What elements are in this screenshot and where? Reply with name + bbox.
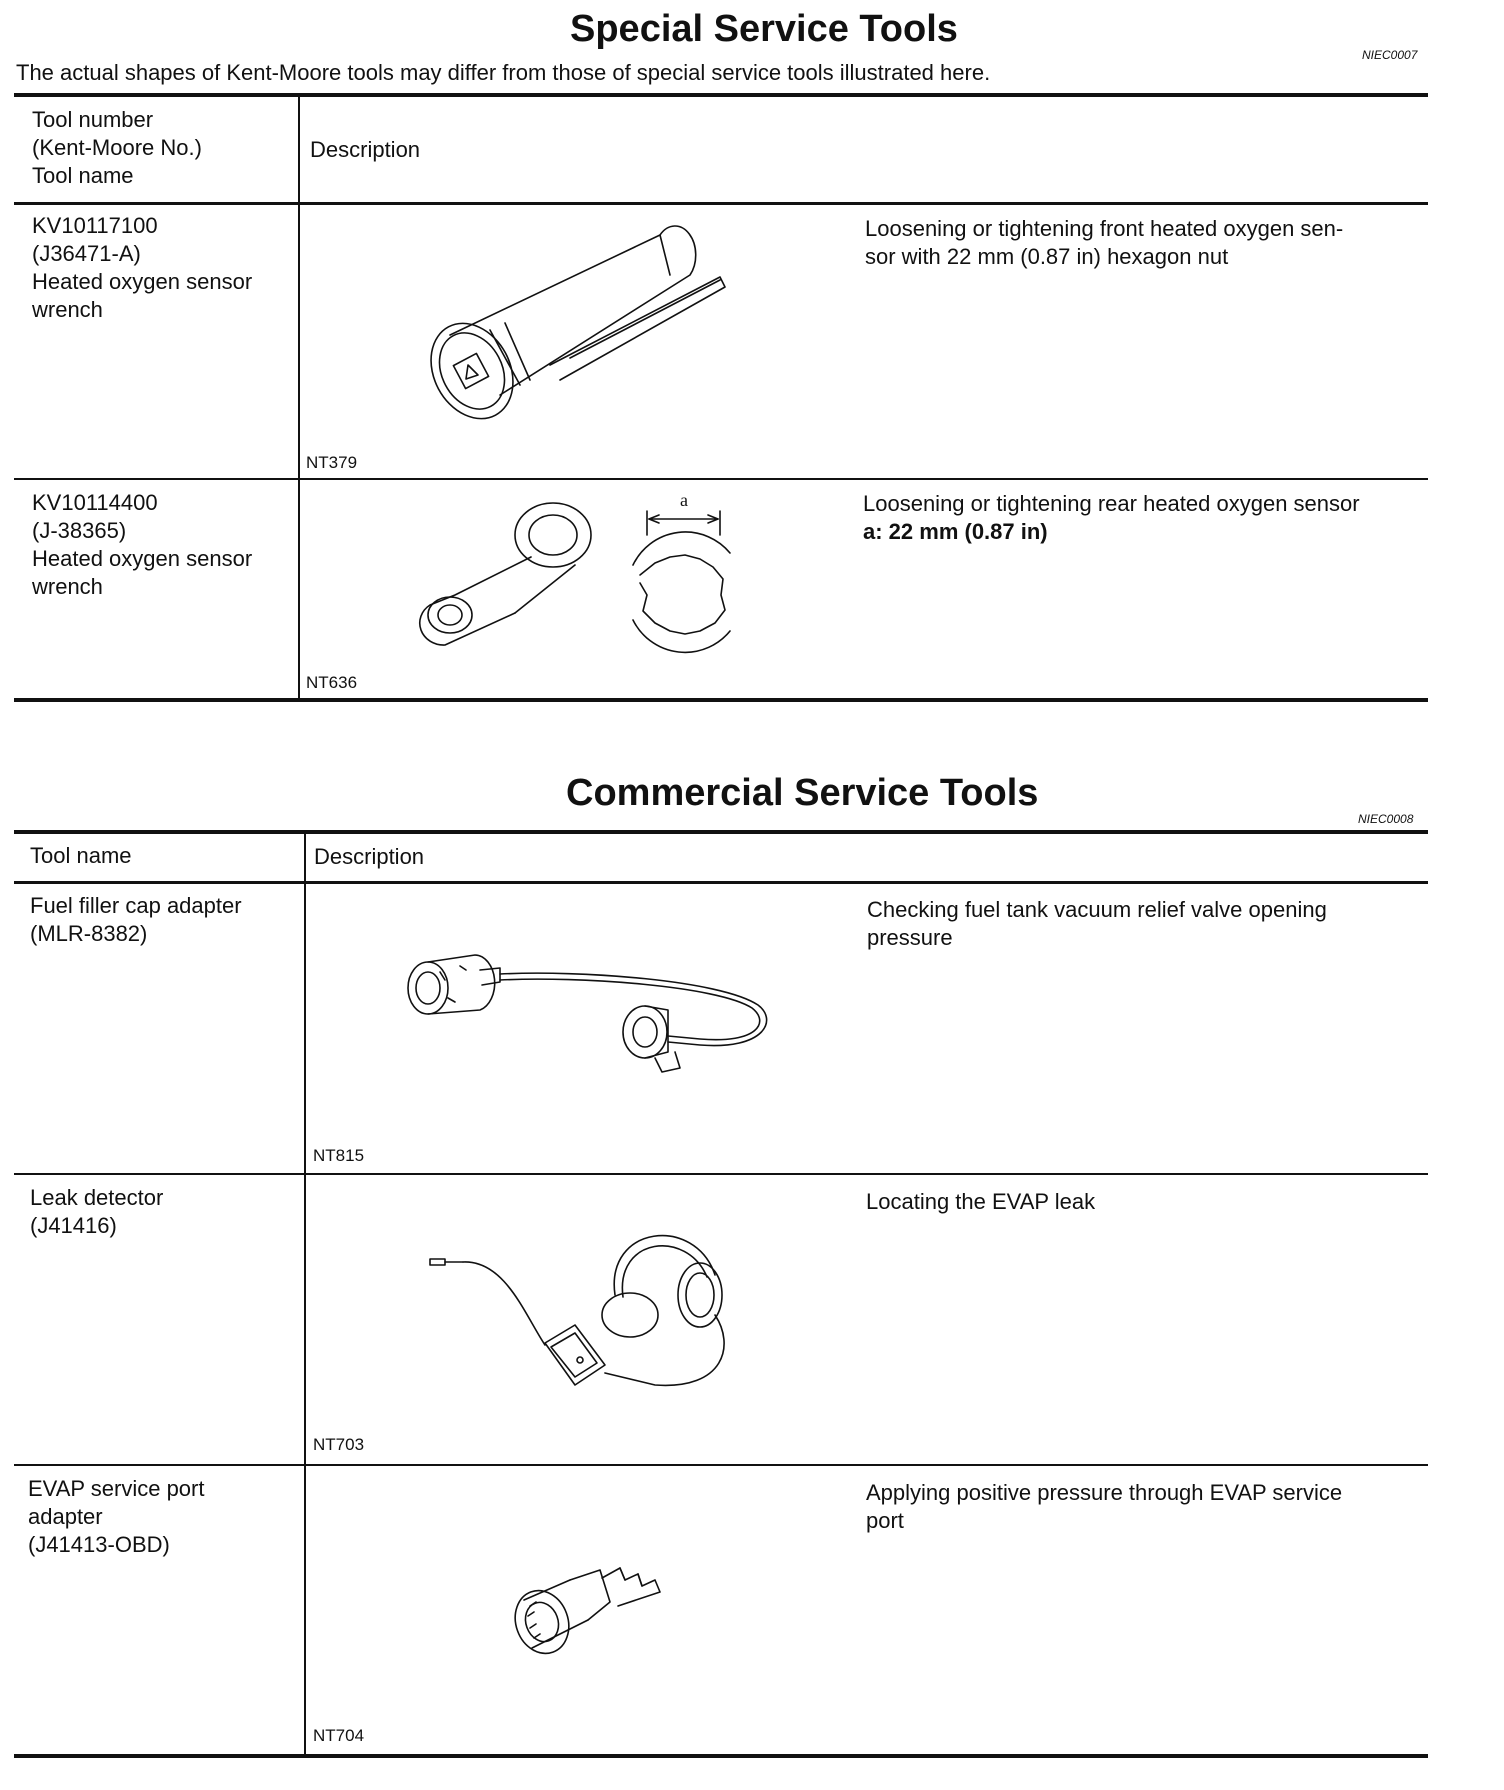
table-bottom-rule xyxy=(14,698,1428,702)
tool-description xyxy=(867,896,1427,952)
description-line: Checking fuel tank vacuum relief valve opening xyxy=(867,897,1327,922)
tool-name: Fuel filler cap adapter xyxy=(30,893,242,918)
tool-name: (J41413-OBD) xyxy=(28,1532,170,1557)
figure-code: NT379 xyxy=(306,453,358,472)
tool-description xyxy=(866,1188,1426,1216)
row-divider xyxy=(14,1173,1428,1175)
tool-name: adapter xyxy=(28,1504,103,1529)
leak-detector-headphones-icon xyxy=(425,1215,745,1395)
header-rule xyxy=(14,202,1428,205)
description-line: Locating the EVAP leak xyxy=(866,1189,1096,1214)
header-tool-number: Tool number xyxy=(32,107,154,132)
figure-code: NT704 xyxy=(313,1726,365,1745)
row-divider xyxy=(14,1464,1428,1466)
special-tools-title: Special Service Tools xyxy=(570,8,958,50)
header-tool-column xyxy=(32,106,202,190)
table-bottom-rule xyxy=(14,1754,1428,1758)
description-line: Loosening or tightening rear heated oxygen sensor xyxy=(863,491,1360,516)
tool-description xyxy=(865,215,1425,271)
table-row-tool-info xyxy=(30,1184,163,1240)
header-kent-moore: (Kent-Moore No.) xyxy=(32,135,202,160)
tool-name: wrench xyxy=(32,574,103,599)
header-tool-name: Tool name xyxy=(30,843,132,868)
tool-description xyxy=(866,1479,1426,1535)
tool-name: (J41416) xyxy=(30,1213,117,1238)
kent-moore-number: (J36471-A) xyxy=(32,241,141,266)
table-row-tool-info xyxy=(28,1475,204,1559)
tool-name: wrench xyxy=(32,297,103,322)
description-line: Loosening or tightening front heated oxygen sen- xyxy=(865,216,1344,241)
description-line: pressure xyxy=(867,925,953,950)
table-row-tool-info xyxy=(32,212,252,324)
table-top-rule xyxy=(14,93,1428,97)
header-description: Description xyxy=(310,137,421,162)
figure-code: NT815 xyxy=(313,1146,365,1165)
header-description: Description xyxy=(314,844,425,869)
description-bold-line: a: 22 mm (0.87 in) xyxy=(863,519,1048,544)
kent-moore-number: (J-38365) xyxy=(32,518,127,543)
commercial-tools-title: Commercial Service Tools xyxy=(566,772,1039,814)
column-divider xyxy=(298,95,300,700)
description-line: Applying positive pressure through EVAP service xyxy=(866,1480,1343,1505)
special-tools-ref-code: NIEC0007 xyxy=(1362,48,1418,62)
commercial-tools-ref-code: NIEC0008 xyxy=(1358,812,1414,826)
tool-name: Heated oxygen sensor xyxy=(32,269,253,294)
description-line: sor with 22 mm (0.87 in) hexagon nut xyxy=(865,244,1229,269)
oxygen-sensor-socket-icon xyxy=(420,215,740,435)
tool-name: Heated oxygen sensor xyxy=(32,546,253,571)
figure-code: NT636 xyxy=(306,673,358,692)
tool-name: EVAP service port xyxy=(28,1476,205,1501)
header-tool-name: Tool name xyxy=(32,163,134,188)
dimension-label-a: a xyxy=(680,490,688,510)
column-divider xyxy=(304,832,306,1756)
tool-name: Leak detector xyxy=(30,1185,164,1210)
special-tools-intro: The actual shapes of Kent-Moore tools may differ from those of special service tools illustrated here. xyxy=(16,60,991,85)
description-line: port xyxy=(866,1508,904,1533)
tool-number: KV10114400 xyxy=(32,490,158,515)
tool-name: (MLR-8382) xyxy=(30,921,148,946)
header-rule xyxy=(14,881,1428,884)
row-divider xyxy=(14,478,1428,480)
table-top-rule xyxy=(14,830,1428,834)
fuel-cap-adapter-icon xyxy=(400,940,770,1080)
table-row-tool-info xyxy=(30,892,242,948)
table-row-tool-info xyxy=(32,489,252,601)
tool-number: KV10117100 xyxy=(32,213,158,238)
flare-nut-wrench-icon xyxy=(415,495,735,670)
figure-code: NT703 xyxy=(313,1435,365,1454)
service-port-adapter-icon xyxy=(510,1540,670,1660)
tool-description xyxy=(863,490,1433,546)
